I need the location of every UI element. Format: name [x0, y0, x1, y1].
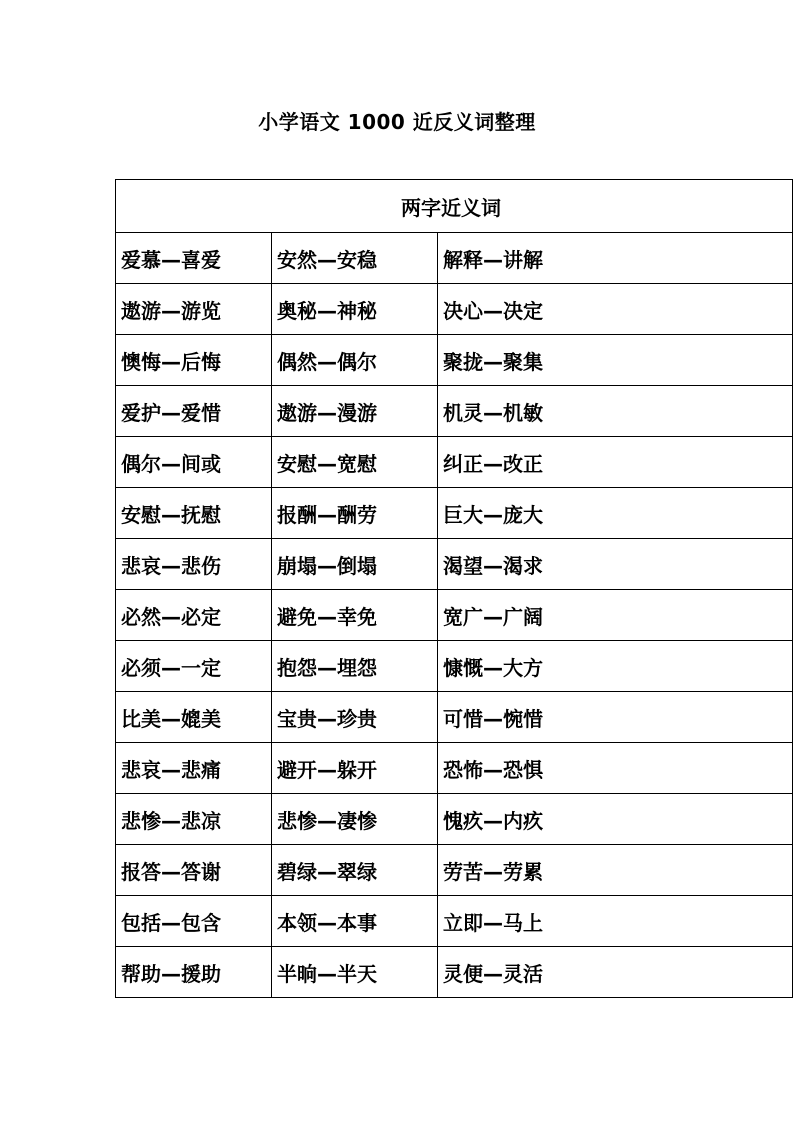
synonym-pair-cell: 聚拢—聚集: [438, 335, 793, 386]
synonym-pair-cell: 爱慕—喜爱: [116, 233, 272, 284]
synonym-pair-cell: 悲惨—悲凉: [116, 794, 272, 845]
synonym-pair-cell: 宽广—广阔: [438, 590, 793, 641]
synonym-pair-cell: 比美—媲美: [116, 692, 272, 743]
table-row: [116, 437, 793, 488]
synonym-pair-cell: 必须—一定: [116, 641, 272, 692]
synonym-pair-cell: 立即—马上: [438, 896, 793, 947]
synonym-pair-cell: 避开—躲开: [272, 743, 438, 794]
synonym-pair-cell: 解释—讲解: [438, 233, 793, 284]
synonym-pair-cell: 慷慨—大方: [438, 641, 793, 692]
synonym-pair-cell: 必然—必定: [116, 590, 272, 641]
synonym-pair-cell: 报答—答谢: [116, 845, 272, 896]
table-row: [116, 743, 793, 794]
table-header-row: [116, 180, 793, 233]
document-title: 小学语文 1000 近反义词整理: [258, 110, 536, 134]
table-row: [116, 947, 793, 998]
synonym-pair-cell: 偶然—偶尔: [272, 335, 438, 386]
table-row: [116, 539, 793, 590]
synonym-pair-cell: 包括—包含: [116, 896, 272, 947]
table-row: [116, 284, 793, 335]
table-row: [116, 692, 793, 743]
table-row: [116, 794, 793, 845]
synonym-pair-cell: 决心—决定: [438, 284, 793, 335]
synonym-pair-cell: 抱怨—埋怨: [272, 641, 438, 692]
table-row: [116, 233, 793, 284]
table-body: [116, 233, 793, 998]
table-row: [116, 335, 793, 386]
synonym-pair-cell: 遨游—漫游: [272, 386, 438, 437]
synonym-pair-cell: 遨游—游览: [116, 284, 272, 335]
synonym-pair-cell: 机灵—机敏: [438, 386, 793, 437]
synonym-pair-cell: 渴望—渴求: [438, 539, 793, 590]
synonym-pair-cell: 奥秘—神秘: [272, 284, 438, 335]
table-row: [116, 896, 793, 947]
table-row: [116, 590, 793, 641]
synonym-pair-cell: 安慰—抚慰: [116, 488, 272, 539]
synonym-pair-cell: 纠正—改正: [438, 437, 793, 488]
table-row: [116, 488, 793, 539]
table-row: [116, 845, 793, 896]
synonym-pair-cell: 愧疚—内疚: [438, 794, 793, 845]
synonym-pair-cell: 爱护—爱惜: [116, 386, 272, 437]
synonym-pair-cell: 帮助—援助: [116, 947, 272, 998]
synonym-pair-cell: 安慰—宽慰: [272, 437, 438, 488]
synonym-pair-cell: 悲惨—凄惨: [272, 794, 438, 845]
synonym-pair-cell: 避免—幸免: [272, 590, 438, 641]
table-heading: 两字近义词: [116, 180, 793, 233]
table-row: [116, 386, 793, 437]
synonym-table: [115, 179, 793, 998]
synonym-pair-cell: 安然—安稳: [272, 233, 438, 284]
synonym-pair-cell: 灵便—灵活: [438, 947, 793, 998]
synonym-pair-cell: 懊悔—后悔: [116, 335, 272, 386]
synonym-pair-cell: 恐怖—恐惧: [438, 743, 793, 794]
synonym-pair-cell: 悲哀—悲痛: [116, 743, 272, 794]
synonym-pair-cell: 报酬—酬劳: [272, 488, 438, 539]
synonym-pair-cell: 本领—本事: [272, 896, 438, 947]
synonym-pair-cell: 偶尔—间或: [116, 437, 272, 488]
synonym-pair-cell: 宝贵—珍贵: [272, 692, 438, 743]
synonym-pair-cell: 崩塌—倒塌: [272, 539, 438, 590]
synonym-pair-cell: 劳苦—劳累: [438, 845, 793, 896]
synonym-pair-cell: 碧绿—翠绿: [272, 845, 438, 896]
synonym-pair-cell: 悲哀—悲伤: [116, 539, 272, 590]
synonym-pair-cell: 半晌—半天: [272, 947, 438, 998]
table-row: [116, 641, 793, 692]
synonym-pair-cell: 巨大—庞大: [438, 488, 793, 539]
synonym-pair-cell: 可惜—惋惜: [438, 692, 793, 743]
